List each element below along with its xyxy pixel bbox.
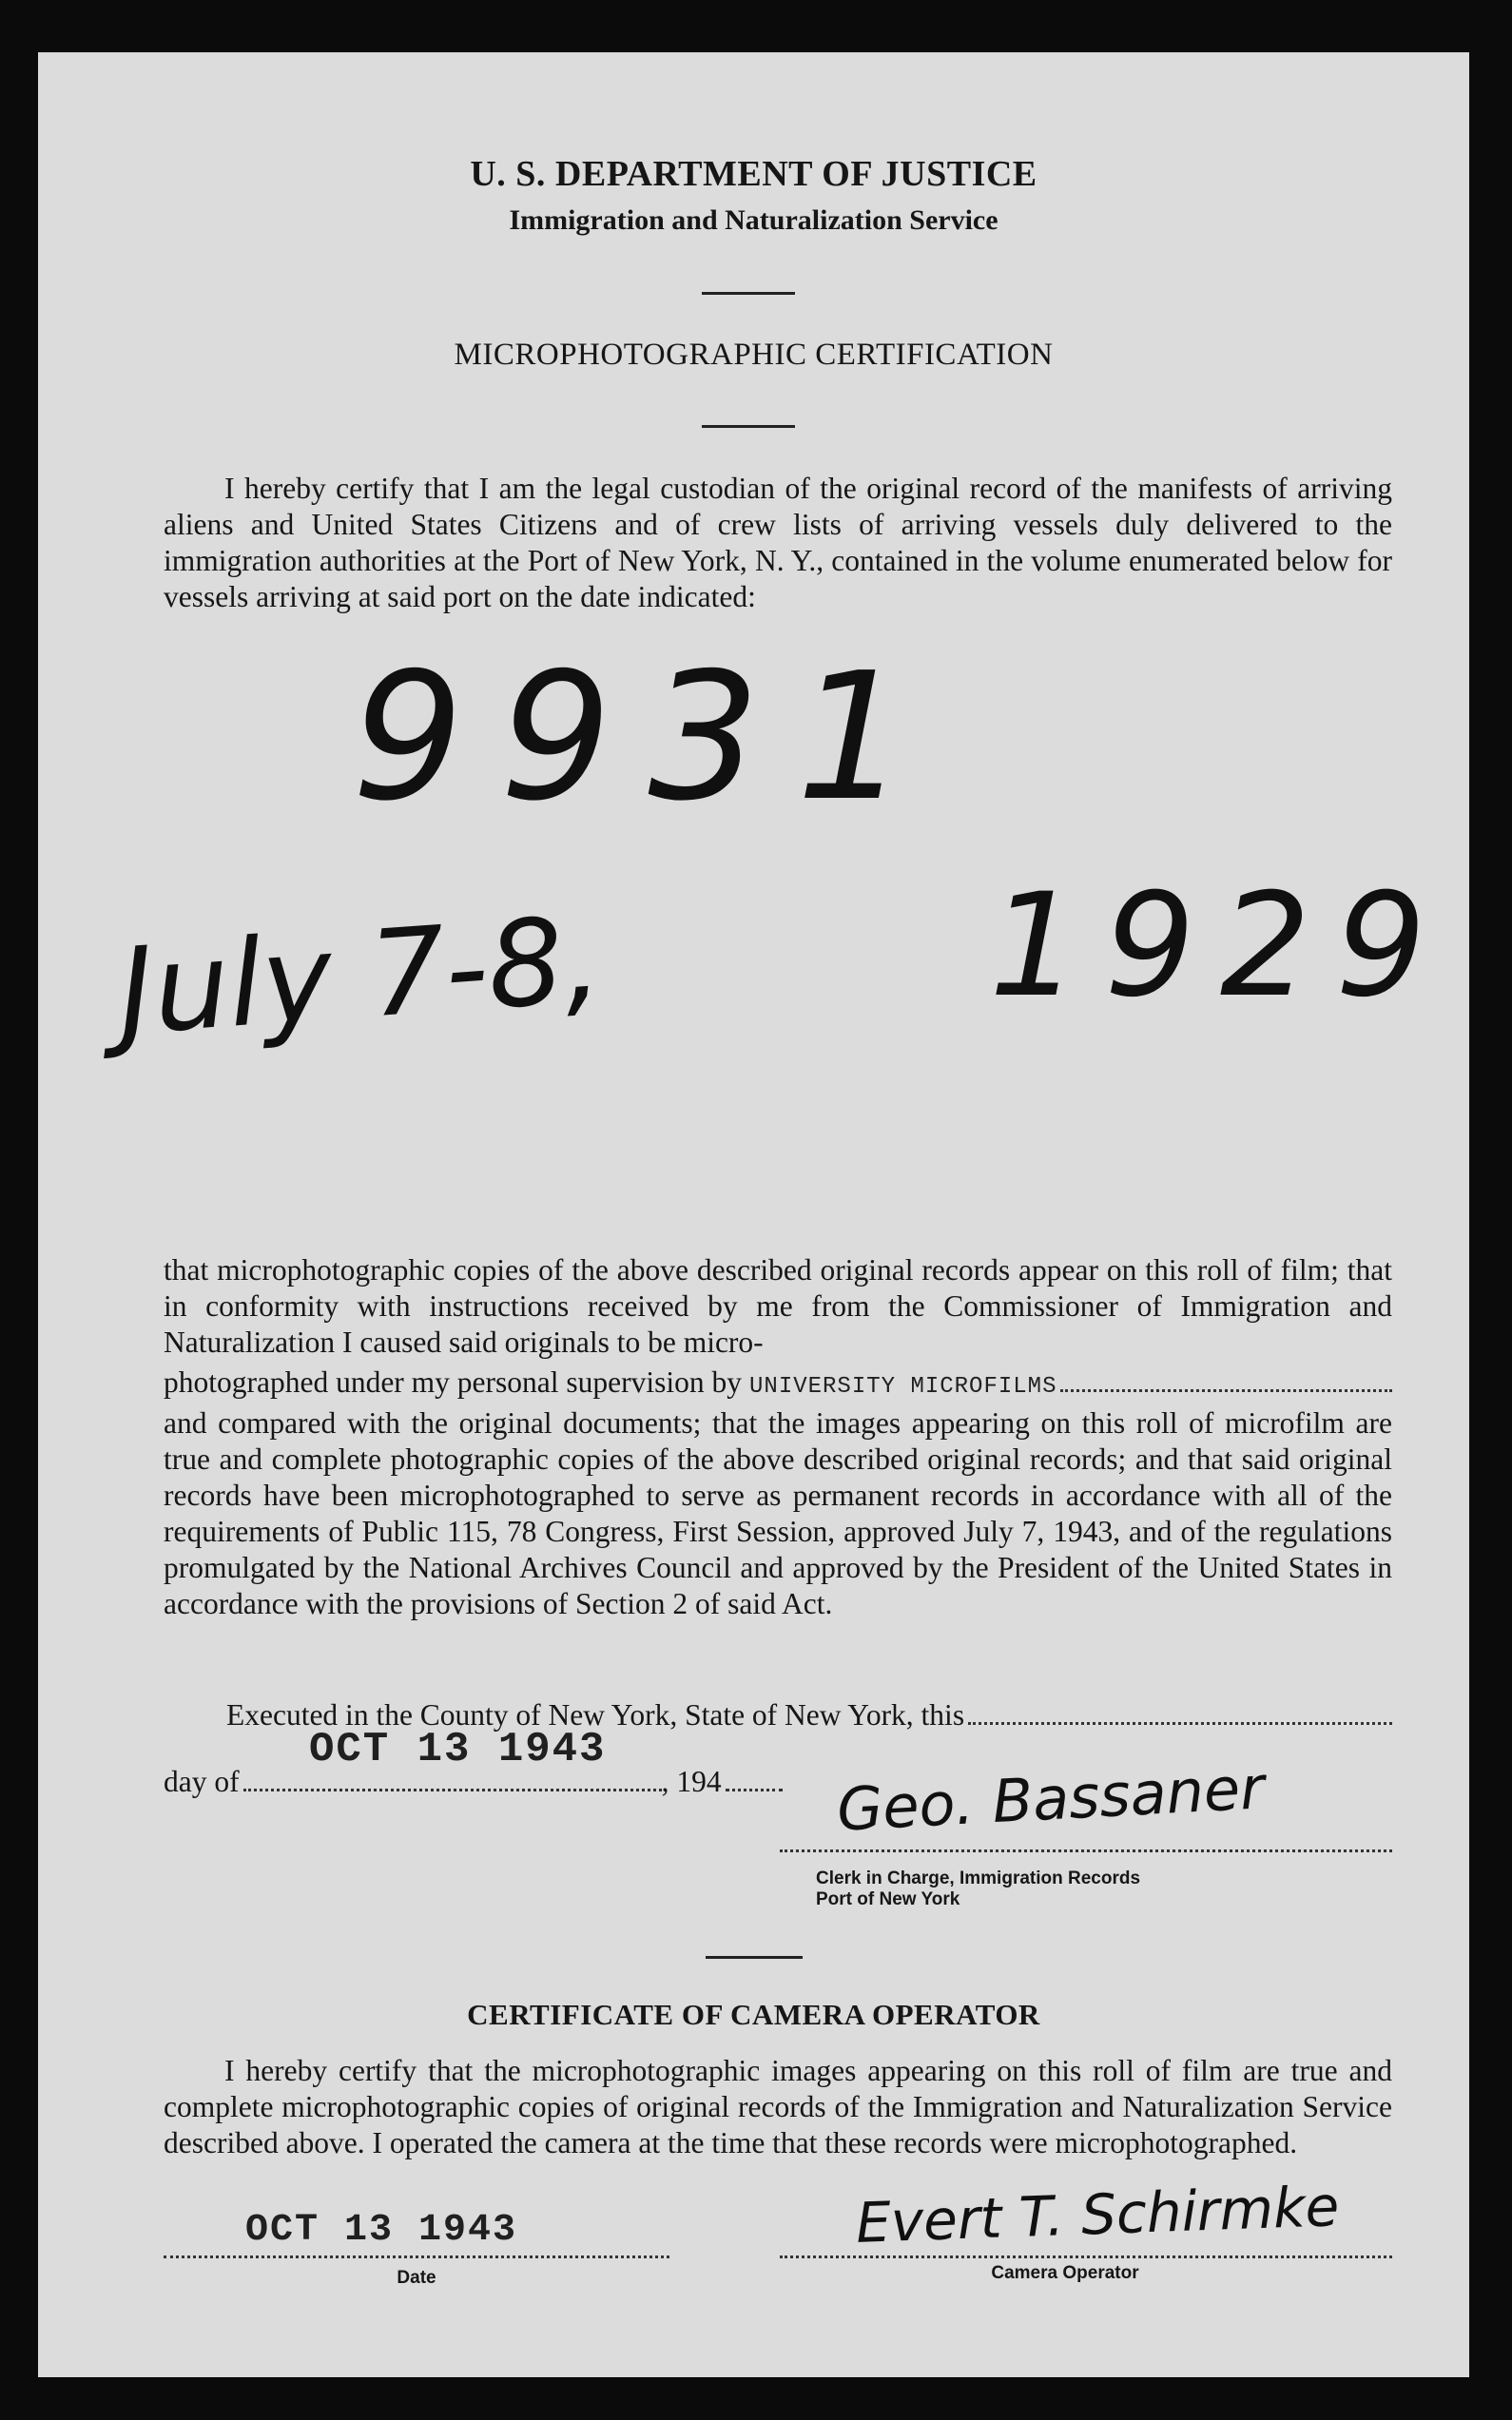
clerk-title <box>816 1868 1140 1910</box>
day-of-label: day of <box>164 1765 240 1798</box>
day-of-line <box>164 1764 829 1800</box>
department-title: U. S. DEPARTMENT OF JUSTICE <box>470 154 1037 194</box>
executed-text: Executed in the County of New York, State of New York, this <box>226 1698 965 1732</box>
execution-date-stamp: OCT 13 1943 <box>309 1726 607 1773</box>
certification-heading: MICROPHOTOGRAPHIC CERTIFICATION <box>454 338 1054 372</box>
camera-operator-text: I hereby certify that the microphotographic images appearing on this roll of film are true and complete microphotographic copies of original records of the Immigration and Naturalization Service described above. I operated the camera at the time that these records were microphotographed. <box>164 2054 1392 2159</box>
date-label: Date <box>397 2268 436 2288</box>
executed-dotted-line <box>968 1718 1392 1725</box>
supervision-dotted-line <box>1060 1385 1392 1392</box>
camera-operator-heading: CERTIFICATE OF CAMERA OPERATOR <box>467 1998 1040 2031</box>
body-rest: and compared with the original documents; that the images appearing on this roll of microfilm are true and complete photographic copies of the above described original records; and that said original records have been microphotographed to serve as permanent records in accordance with all of the requirements of Public 115, 78 Congress, First Session, approved July 7, 1943, and of the regulations promulgated by the National Archives Council and approved by the President of the United States in accordance with the provisions of Section 2 of said Act. <box>164 1406 1392 1620</box>
custodian-paragraph: I hereby certify that I am the legal custodian of the original record of the manifests of arriving aliens and United States Citizens and of crew lists of arriving vessels duly delivered to the immigration authorities at the Port of New York, N. Y., contained in the volume enumerated below for vessels arriving at said port on the date indicated: <box>164 472 1392 613</box>
camera-operator-signature: Evert T. Schirmke <box>854 2174 1341 2255</box>
date-dotted-line <box>164 2255 669 2258</box>
supervision-stamp: UNIVERSITY MICROFILMS <box>749 1374 1057 1400</box>
divider-middle <box>702 425 795 428</box>
handwritten-volume-number: 9931 <box>352 634 944 840</box>
supervision-prefix: photographed under my personal supervision by <box>164 1365 743 1399</box>
divider-bottom <box>706 1956 803 1959</box>
supervision-line <box>164 1365 1392 1405</box>
body-line-1: that microphotographic copies of the above described original records appear on this roll of film; that in conformity with instructions received by me from the Commissioner of Immigration and Naturalization I caused said originals to be micro- <box>164 1253 1392 1359</box>
camera-operator-label: Camera Operator <box>991 2263 1139 2283</box>
operator-dotted-line <box>780 2255 1392 2258</box>
certificate-page <box>38 52 1469 2377</box>
clerk-signature: Geo. Bassaner <box>835 1752 1267 1845</box>
day-of-dotted-line <box>243 1785 662 1791</box>
clerk-location: Port of New York <box>816 1889 960 1909</box>
year-dotted-line <box>726 1785 783 1791</box>
year-prefix: , 194 <box>661 1765 722 1798</box>
camera-date-stamp: OCT 13 1943 <box>245 2209 518 2252</box>
divider-top <box>702 292 795 295</box>
body-paragraph <box>164 1252 1392 1622</box>
service-subtitle: Immigration and Naturalization Service <box>509 204 998 236</box>
handwritten-date-year: 1929 <box>989 863 1451 1029</box>
handwritten-date-days: July 7-8, <box>113 890 607 1062</box>
clerk-title-text: Clerk in Charge, Immigration Records <box>816 1868 1141 1888</box>
clerk-signature-line <box>780 1849 1392 1852</box>
